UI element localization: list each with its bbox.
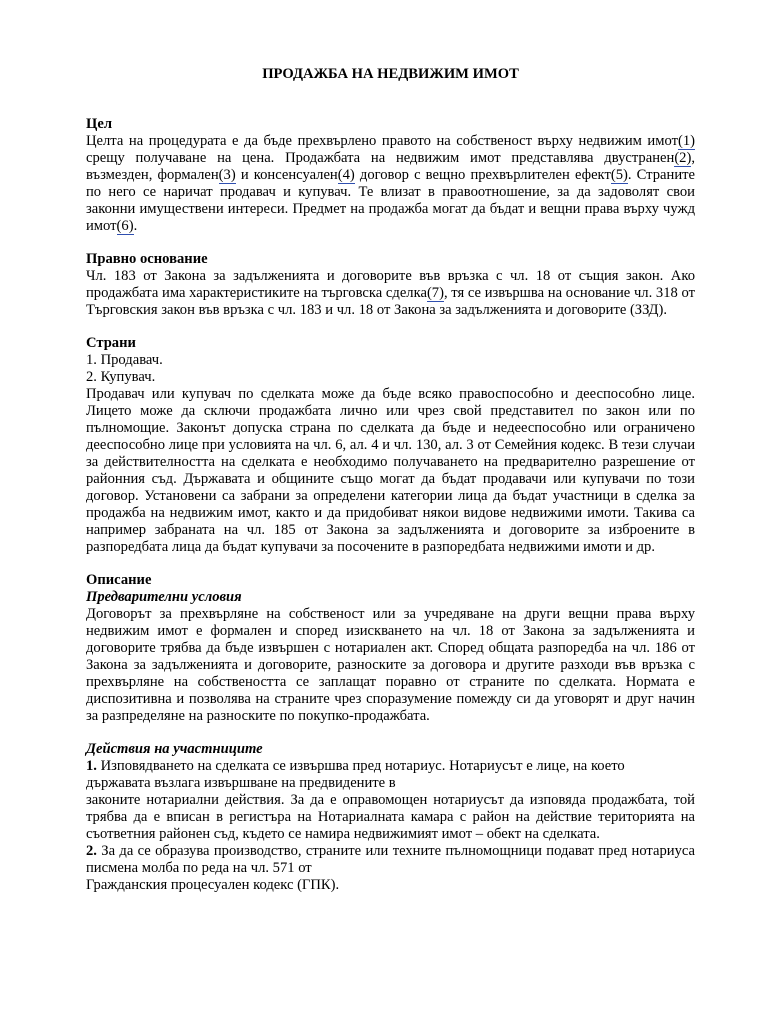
preconditions-heading: Предварителни условия: [86, 589, 242, 605]
parties-paragraph: Продавач или купувач по сделката може да бъде всяко правоспособно и дееспособно лице. Лицето може да сключи продажбата лично или чрез свой представител по закон или по пълномощие. Законът допуска страна по сделката да бъде и недееспособно или ограничено дееспособно лице при условията на чл. 6, ал. 4 и чл. 130, ал. 3 от Семейния кодекс. В тези случаи за действителността на сделката е необходимо получаването на предварително разрешение от районния съд. Държавата и общините също могат да бъдат продавачи или купувачи по този договор. Установени са забрани за определени категории лица да бъдат участници в сделка за продажба на недвижим имот, както и да придобиват някои видове недвижими имоти. Такива са например забраната на чл. 185 от Закона за задълженията и договорите за изброените в разпоредбата лица да бъдат купувачи за посочените в разпоредбата недвижими имоти и др.: [86, 386, 695, 555]
action-2-number: 2.: [86, 843, 97, 859]
footnote-link-1[interactable]: (1): [677, 133, 695, 149]
legal-basis-text-1: Чл. 183 от Закона за задълженията и договорите във връзка с чл. 18 от същия закон. Ако продажбата има характеристиките на търговска сделка: [86, 268, 695, 301]
action-1-text: Изповядването на сделката се извършва пред нотариус. Нотариусът е лице, на което: [96, 758, 625, 774]
parties-list-item: 2. Купувач.: [86, 369, 156, 385]
goal-text-1: Целта на процедурата е да бъде прехвърлено правото на собственост върху недвижим имот: [86, 133, 678, 149]
action-1-line-2: държавата възлага извършване на предвидените в: [86, 775, 396, 791]
parties-section: [86, 335, 695, 556]
goal-text-4: и консенсуален: [235, 167, 338, 183]
goal-text-6: . Страните по него се наричат продавач и купувач. Те влизат в правоотношение, за да задоволят свои законни имуществени интереси. Предмет на продажба могат да бъдат и вещни права върху чужд имот: [86, 167, 695, 234]
footnote-link-2[interactable]: (2): [674, 150, 692, 166]
document-page: [86, 66, 695, 894]
action-1-line: [86, 758, 695, 775]
goal-heading: Цел: [86, 116, 113, 132]
goal-text-7: .: [133, 218, 138, 234]
footnote-link-3[interactable]: (3): [218, 167, 236, 183]
goal-text-3: , възмезден, формален: [86, 150, 695, 183]
document-title: ПРОДАЖБА НА НЕДВИЖИМ ИМОТ: [262, 66, 519, 82]
action-1-number: 1.: [86, 758, 97, 774]
goal-section: [86, 116, 695, 235]
parties-heading: Страни: [86, 335, 136, 351]
legal-basis-text-2: , тя се извършва на основание чл. 318 от Търговския закон във връзка с чл. 183 и чл. 18 от Закона за задълженията и договорите (ЗЗД).: [86, 285, 695, 318]
legal-basis-section: [86, 251, 695, 319]
legal-basis-heading: Правно основание: [86, 251, 208, 267]
action-1-paragraph: законите нотариални действия. За да е оправомощен нотариусът да изповяда продажбата, той трябва да е вписан в регистъра на Нотариалната камара с район на действие територията на съответния районен съд, където се намира недвижимият имот – обект на сделката.: [86, 792, 695, 842]
footnote-link-5[interactable]: (5): [610, 167, 628, 183]
goal-text-2: срещу получаване на цена. Продажбата на недвижим имот представлява двустранен: [86, 150, 675, 166]
description-section: [86, 572, 695, 894]
actions-heading: Действия на участниците: [86, 741, 263, 757]
goal-text-5: договор с вещно прехвърлителен ефект: [354, 167, 611, 183]
action-2-line: [86, 843, 695, 877]
description-heading: Описание: [86, 572, 152, 588]
footnote-link-6[interactable]: (6): [116, 218, 134, 234]
preconditions-paragraph: Договорът за прехвърляне на собственост или за учредяване на други вещни права върху недвижим имот е формален и според изискването на чл. 18 от Закона за задълженията и договорите трябва да бъде извършен с нотариален акт. Според общата разпоредба на чл. 186 от Закона за задълженията и договорите, разноските за договора и другите разходи във връзка с прехвърляне на собствеността се заплащат поравно от страните по сделката. Нормата е диспозитивна и позволява на страните чрез споразумение помежду си да уговорят и друг начин за разпределяне на разноските по покупко-продажбата.: [86, 606, 695, 724]
footnote-link-4[interactable]: (4): [337, 167, 355, 183]
parties-list-item: 1. Продавач.: [86, 352, 163, 368]
footnote-link-7[interactable]: (7): [426, 285, 444, 301]
action-2-line-2: Гражданския процесуален кодекс (ГПК).: [86, 877, 340, 893]
action-2-text: За да се образува производство, страните или техните пълномощници подават пред нотариуса писмена молба по реда на чл. 571 от: [86, 843, 695, 876]
legal-basis-paragraph: [86, 268, 695, 319]
goal-paragraph: [86, 133, 695, 235]
